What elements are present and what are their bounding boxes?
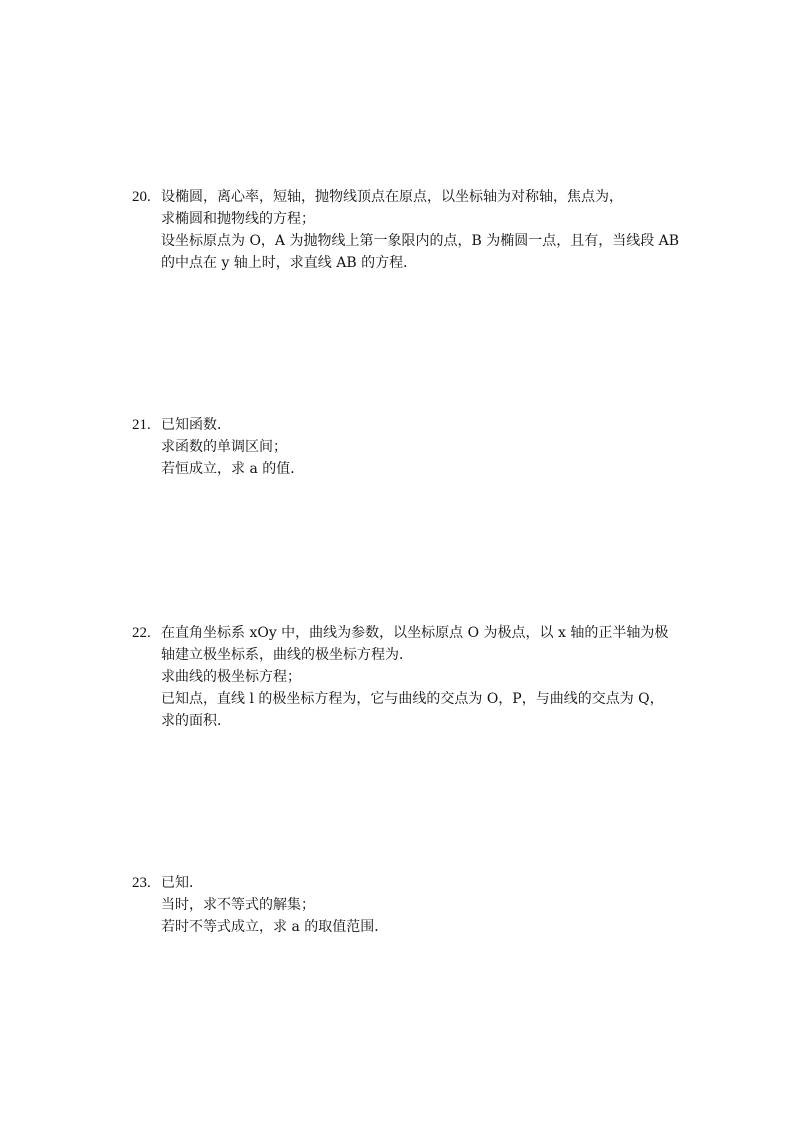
problem-line: [132, 666, 692, 688]
problem-text: 已知函数．: [161, 417, 231, 433]
problem-line: [132, 414, 692, 436]
problem-text: 求的面积．: [161, 713, 231, 729]
problem-line: [132, 710, 692, 732]
problem-text: 轴建立极坐标系，曲线的极坐标方程为．: [161, 647, 413, 663]
problem-line: [132, 186, 692, 208]
problem-text: 在直角坐标系 xOy 中，曲线为参数，以坐标原点 O 为极点，以 x 轴的正半轴为极: [161, 625, 669, 641]
problem-text: 设坐标原点为 O，A 为抛物线上第一象限内的点，B 为椭圆一点，且有，当线段 AB: [161, 233, 680, 249]
problem-number: 23.: [132, 875, 151, 891]
problem-text: 若恒成立，求 a 的值．: [161, 461, 305, 477]
problem-text: 若时不等式成立，求 a 的取值范围．: [161, 919, 389, 935]
problem-22: [132, 622, 692, 732]
problem-20: [132, 186, 692, 274]
problem-line: [132, 872, 692, 894]
problem-number: 20.: [132, 189, 151, 205]
problem-text: 已知点，直线 l 的极坐标方程为，它与曲线的交点为 O，P，与曲线的交点为 Q，: [161, 691, 664, 707]
problem-line: [132, 916, 692, 938]
problem-text: 求椭圆和抛物线的方程；: [161, 211, 315, 227]
problem-number: 22.: [132, 625, 151, 641]
problem-line: [132, 644, 692, 666]
problem-text: 当时，求不等式的解集；: [161, 897, 315, 913]
problem-23: [132, 872, 692, 938]
problem-text: 求曲线的极坐标方程；: [161, 669, 301, 685]
problem-line: [132, 436, 692, 458]
problem-text: 已知．: [161, 875, 203, 891]
problem-line: [132, 252, 692, 274]
problem-line: [132, 622, 692, 644]
problem-line: [132, 458, 692, 480]
problem-21: [132, 414, 692, 480]
problem-number: 21.: [132, 417, 151, 433]
problem-line: [132, 230, 692, 252]
problem-text: 求函数的单调区间；: [161, 439, 287, 455]
problem-line: [132, 208, 692, 230]
problem-line: [132, 894, 692, 916]
problem-line: [132, 688, 692, 710]
problem-text: 设椭圆，离心率，短轴，抛物线顶点在原点，以坐标轴为对称轴，焦点为，: [161, 189, 623, 205]
problem-text: 的中点在 y 轴上时，求直线 AB 的方程．: [161, 255, 418, 271]
